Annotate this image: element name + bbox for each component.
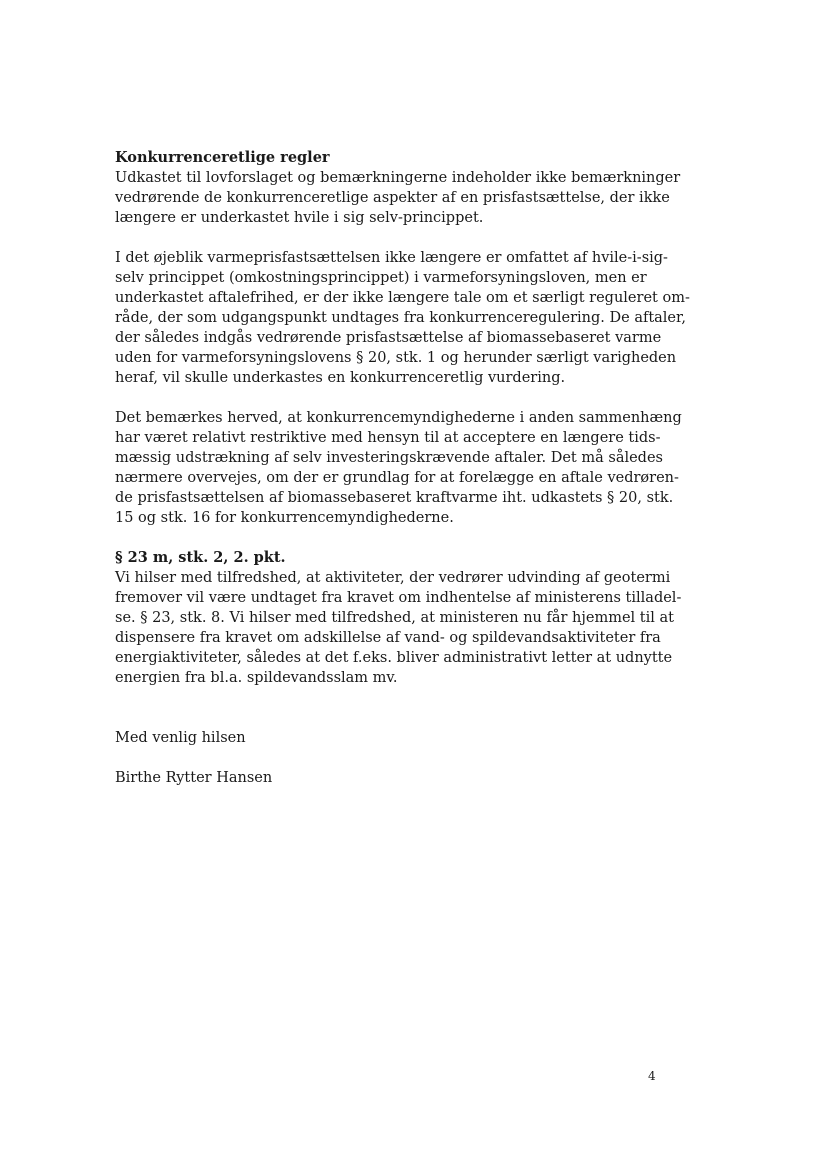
closing [115,728,635,788]
signature-name: Birthe Rytter Hansen [115,770,273,786]
greeting: Med venlig hilsen [115,730,246,746]
section-heading: § 23 m, stk. 2, 2. pkt. [115,549,286,566]
paragraph [115,408,682,528]
text-line: længere er underkastet hvile i sig selv-princippet. [115,210,484,226]
text-line: råde, der som udgangspunkt undtages fra konkurrenceregulering. De aftaler, [115,310,686,326]
section-paragraph-23m [115,548,682,688]
paragraph [115,248,690,388]
text-line: 15 og stk. 16 for konkurrencemyndighederne. [115,510,454,526]
section-heading: Konkurrenceretlige regler [115,149,330,166]
text-line: heraf, vil skulle underkastes en konkurrenceretlig vurdering. [115,370,566,386]
text-line: uden for varmeforsyningslovens § 20, stk. 1 og herunder særligt varigheden [115,350,677,366]
text-line: nærmere overvejes, om der er grundlag for at forelægge en aftale vedrøren- [115,470,679,486]
paragraph [115,568,682,688]
letter-page [115,148,690,808]
text-line: I det øjeblik varmeprisfastsættelsen ikke længere er omfattet af hvile-i-sig- [115,250,668,266]
text-line: underkastet aftalefrihed, er der ikke længere tale om et særligt reguleret om- [115,290,690,306]
paragraph [115,168,681,228]
text-line: der således indgås vedrørende prisfastsættelse af biomassebaseret varme [115,330,662,346]
text-line: de prisfastsættelsen af biomassebaseret kraftvarme iht. udkastets § 20, stk. [115,490,674,506]
text-line: Udkastet til lovforslaget og bemærkningerne indeholder ikke bemærkninger [115,170,681,186]
section-competition-rules [115,148,690,528]
text-line: dispensere fra kravet om adskillelse af vand- og spildevandsaktiviteter fra [115,630,661,646]
text-line: Vi hilser med tilfredshed, at aktiviteter, der vedrører udvinding af geotermi [115,570,671,586]
page-number: 4 [648,1069,656,1083]
text-line: energien fra bl.a. spildevandsslam mv. [115,670,398,686]
text-line: selv princippet (omkostningsprincippet) i varmeforsyningsloven, men er [115,270,647,286]
text-line: har været relativt restriktive med hensyn til at acceptere en længere tids- [115,430,661,446]
text-line: energiaktiviteter, således at det f.eks. bliver administrativt letter at udnytte [115,650,673,666]
text-line: Det bemærkes herved, at konkurrencemyndighederne i anden sammenhæng [115,410,682,426]
text-line: fremover vil være undtaget fra kravet om indhentelse af ministerens tilladel- [115,590,682,606]
text-line: se. § 23, stk. 8. Vi hilser med tilfredshed, at ministeren nu får hjemmel til at [115,610,674,626]
text-line: mæssig udstrækning af selv investeringskrævende aftaler. Det må således [115,450,663,466]
text-line: vedrørende de konkurrenceretlige aspekter af en prisfastsættelse, der ikke [115,190,670,206]
